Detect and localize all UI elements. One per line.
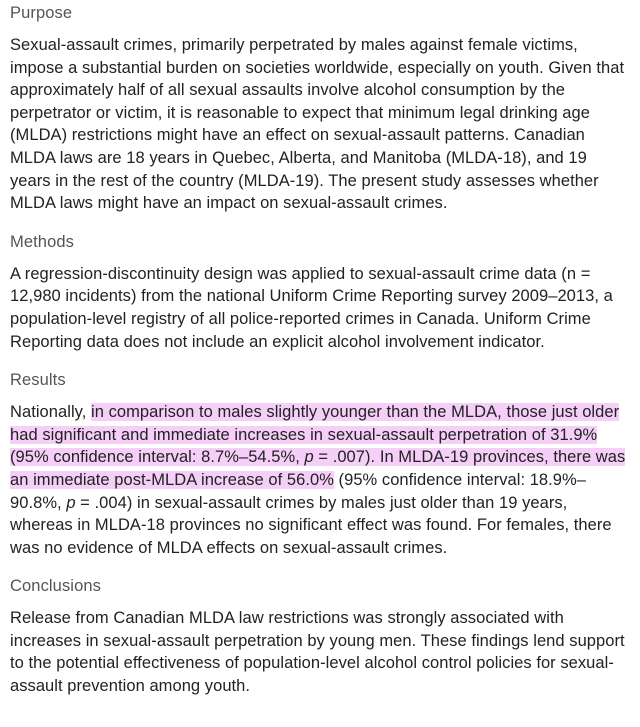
results-text-ci: (95% confidence interval: 18.9%–90.8%, [10, 470, 586, 512]
results-text-intro: Nationally, [10, 403, 91, 422]
results-heading: Results [10, 371, 66, 390]
highlighted-text-part-2: = .007). In MLDA-19 provinces, there was an immediate post-MLDA increase of 56.0% [10, 448, 626, 489]
p-value-label: p [66, 493, 76, 512]
methods-text: A regression-discontinuity design was applied to sexual-assault crime data (n = 12,980 incidents) from the national Uniform Crime Reporting survey 2009–2013, a population-level registry of all police-reported crimes in Canada. Uniform Crime Reporting data does not include an explicit alcohol involvement indicator. [10, 264, 613, 351]
methods-section [10, 231, 630, 353]
purpose-section [10, 2, 630, 215]
purpose-text: Sexual-assault crimes, primarily perpetrated by males against female victims, impose a substantial burden on societies worldwide, especially on youth. Given that approximately half of all sexual assaults involve alcohol consumption by the perpetrator or victim, it is reasonable to expect that minimum legal drinking age (MLDA) restrictions might have an effect on sexual-assault patterns. Canadian MLDA laws are 18 years in Quebec, Alberta, and Manitoba (MLDA-18), and 19 years in the rest of the country (MLDA-19). The present study assesses whether MLDA laws might have an impact on sexual-assault crimes. [10, 36, 625, 213]
highlighted-text-part-1: in comparison to males slightly younger than the MLDA, those just older had significant and immediate increases in sexual-assault perpetration of 31.9% (95% confidence interval: 8.7%–54.5%, [10, 403, 620, 467]
conclusions-text: Release from Canadian MLDA law restrictions was strongly associated with increases in sexual-assault perpetration by young men. These findings lend support to the potential effectiveness of population-level alcohol control policies for sexual-assault prevention among youth. [10, 609, 625, 696]
purpose-heading: Purpose [10, 4, 73, 22]
conclusions-heading: Conclusions [10, 577, 101, 596]
results-section [10, 369, 630, 559]
p-value-label: p [304, 448, 314, 467]
conclusions-section [10, 575, 630, 697]
results-text-rest: = .004) in sexual-assault crimes by males just older than 19 years, whereas in MLDA-18 provinces no significant effect was found. For females, there was no evidence of MLDA effects on sexual-assault crimes. [10, 493, 612, 557]
results-text [10, 401, 630, 559]
methods-heading: Methods [10, 232, 74, 251]
